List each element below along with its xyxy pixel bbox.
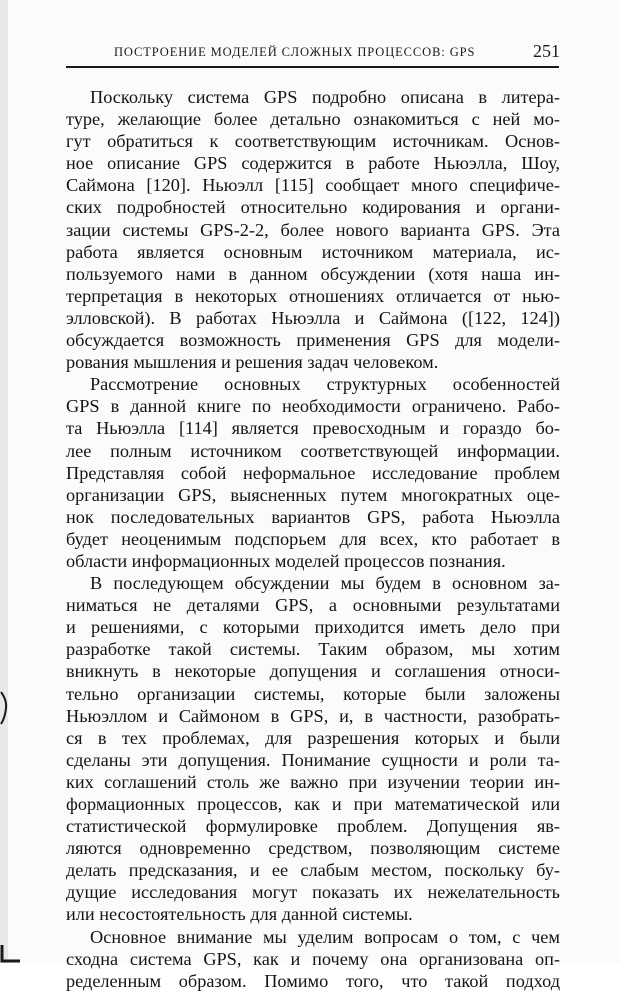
text-line: Представляя собой неформальное исследование проблем <box>66 462 560 483</box>
text-line: сходна система GPS, как и почему она организована оп- <box>66 948 560 969</box>
text-line: ределенным образом. Помимо того, что такой подход <box>66 970 560 991</box>
margin-bracket-icon <box>0 688 8 728</box>
text-line: формационных процессов, как и при математической или <box>66 794 560 814</box>
text-line: пользуемого нами в данном обсуждении (хотя наша ин- <box>66 263 560 284</box>
text-line: элловской). В работах Ньюэлла и Саймона ([122, 124]) <box>66 307 560 328</box>
text-line: ниматься не деталями GPS, а основными результатами <box>66 595 560 616</box>
text-line: GPS в данной книге по необходимости ограничено. Рабо- <box>66 396 560 417</box>
corner-bracket-icon <box>0 945 22 963</box>
text-line: лее полным источником соответствующей информации. <box>66 440 560 461</box>
text-line: ляются одновременно средством, позволяющим системе <box>66 838 560 859</box>
text-line: вникнуть в некоторые допущения и соглашения относи- <box>66 661 560 682</box>
text-line: рования мышления и решения задач человеком. <box>66 352 439 373</box>
body-text <box>66 86 560 992</box>
text-line: и решениями, с которыми приходится иметь дело при <box>66 617 560 638</box>
text-line: ся в тех проблемах, для разрешения которых и были <box>66 727 560 748</box>
text-line: Поскольку система GPS подробно описана в литера- <box>90 87 560 107</box>
text-line: Ньюэллом и Саймоном в GPS, и, в частности, разобрать- <box>66 705 560 726</box>
text-line: организации GPS, выясненных путем многократных оце- <box>66 484 560 505</box>
text-line: или несостоятельность для данной системы. <box>66 904 413 925</box>
text-line: В последующем обсуждении мы будем в основном за- <box>90 573 560 594</box>
text-line: та Ньюэлла [114] является превосходным и гораздо бо- <box>66 418 560 439</box>
text-line: работа является основным источником материала, ис- <box>66 241 560 262</box>
text-line: ких соглашений столь же важно при изучении теории ин- <box>66 771 560 792</box>
text-line: ное описание GPS содержится в работе Ньюэлла, Шоу, <box>66 153 560 174</box>
text-line: гут обратиться к соответствующим источникам. Основ- <box>66 131 560 152</box>
text-line: туре, желающие более детально ознакомиться с ней мо- <box>66 109 560 130</box>
text-line: Саймона [120]. Ньюэлл [115] сообщает много специфиче- <box>66 175 560 196</box>
text-line: делать предсказания, и ее слабым местом, поскольку бу- <box>66 860 560 881</box>
text-line: терпретация в некоторых отношениях отличается от нью- <box>66 285 560 306</box>
text-line: Основное внимание мы уделим вопросам о том, с чем <box>90 926 560 947</box>
running-head: ПОСТРОЕНИЕ МОДЕЛЕЙ СЛОЖНЫХ ПРОЦЕССОВ: GPS <box>114 45 476 59</box>
text-line: обсуждается возможность применения GPS для модели- <box>66 330 560 351</box>
text-line: будет неоценимым подспорьем для всех, кто работает в <box>66 528 560 549</box>
text-line: зации системы GPS-2-2, более нового варианта GPS. Эта <box>66 219 560 240</box>
text-line: дущие исследования могут показать их нежелательность <box>66 882 560 903</box>
header-rule <box>66 66 559 68</box>
page-number: 251 <box>533 41 560 61</box>
page-header <box>114 38 560 64</box>
page-left-edge-shadow <box>0 0 8 963</box>
text-line: ских подробностей относительно кодирования и органи- <box>66 197 560 218</box>
text-line: нок последовательных вариантов GPS, работа Ньюэлла <box>66 506 560 527</box>
text-line: Рассмотрение основных структурных особенностей <box>90 374 560 395</box>
text-line: статистической формулировке проблем. Допущения яв- <box>66 816 560 837</box>
text-line: тельно организации системы, которые были заложены <box>66 683 560 704</box>
text-line: разработке такой системы. Таким образом, мы хотим <box>66 639 560 660</box>
text-line: сделаны эти допущения. Понимание сущности и роли та- <box>66 749 560 770</box>
text-line: области информационных моделей процессов познания. <box>66 550 506 571</box>
